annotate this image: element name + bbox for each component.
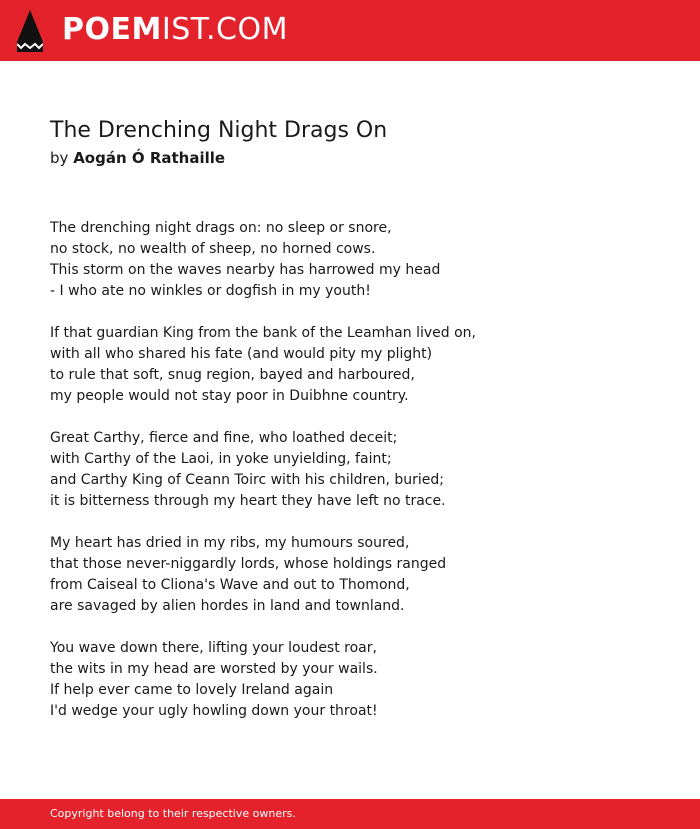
poem-line: that those never-niggardly lords, whose holdings ranged bbox=[50, 556, 447, 572]
poem-byline bbox=[50, 148, 670, 168]
poem-line: no stock, no wealth of sheep, no horned cows. bbox=[50, 241, 376, 257]
site-logo[interactable] bbox=[62, 12, 288, 48]
poem-line: You wave down there, lifting your loudest roar, bbox=[50, 640, 377, 656]
stanza bbox=[50, 533, 670, 617]
stanza bbox=[50, 638, 670, 722]
author-name: Aogán Ó Rathaille bbox=[73, 149, 226, 167]
stanza bbox=[50, 428, 670, 512]
poem-line: The drenching night drags on: no sleep or snore, bbox=[50, 220, 392, 236]
poem-line: the wits in my head are worsted by your wails. bbox=[50, 661, 378, 677]
poem-body bbox=[50, 218, 670, 722]
copyright-notice: Copyright belong to their respective owners. bbox=[50, 807, 296, 820]
poem-line: my people would not stay poor in Duibhne country. bbox=[50, 388, 409, 404]
poem-line: Great Carthy, fierce and fine, who loathed deceit; bbox=[50, 430, 398, 446]
poem-line: - I who ate no winkles or dogfish in my youth! bbox=[50, 283, 371, 299]
by-label: by bbox=[50, 149, 69, 167]
logo-bold-part: POEM bbox=[62, 12, 162, 47]
poem-line: My heart has dried in my ribs, my humours soured, bbox=[50, 535, 410, 551]
poem-line: with Carthy of the Laoi, in yoke unyielding, faint; bbox=[50, 451, 392, 467]
poem-line: with all who shared his fate (and would pity my plight) bbox=[50, 346, 433, 362]
stanza bbox=[50, 323, 670, 407]
site-header bbox=[0, 0, 700, 61]
stanza bbox=[50, 218, 670, 302]
poem-line: I'd wedge your ugly howling down your throat! bbox=[50, 703, 378, 719]
poem-line: it is bitterness through my heart they have left no trace. bbox=[50, 493, 446, 509]
poem-line: are savaged by alien hordes in land and townland. bbox=[50, 598, 405, 614]
poem-title: The Drenching Night Drags On bbox=[50, 118, 388, 143]
poem-line: and Carthy King of Ceann Toirc with his children, buried; bbox=[50, 472, 444, 488]
poem-line: from Caiseal to Cliona's Wave and out to Thomond, bbox=[50, 577, 410, 593]
poem-line: If that guardian King from the bank of the Leamhan lived on, bbox=[50, 325, 476, 341]
poem-line: If help ever came to lovely Ireland again bbox=[50, 682, 334, 698]
site-footer bbox=[0, 799, 700, 829]
logo-light-part: IST.COM bbox=[161, 12, 288, 47]
pencil-icon[interactable] bbox=[17, 10, 43, 52]
poem-line: This storm on the waves nearby has harrowed my head bbox=[50, 262, 441, 278]
poem-content bbox=[50, 117, 670, 743]
poem-line: to rule that soft, snug region, bayed and harboured, bbox=[50, 367, 415, 383]
